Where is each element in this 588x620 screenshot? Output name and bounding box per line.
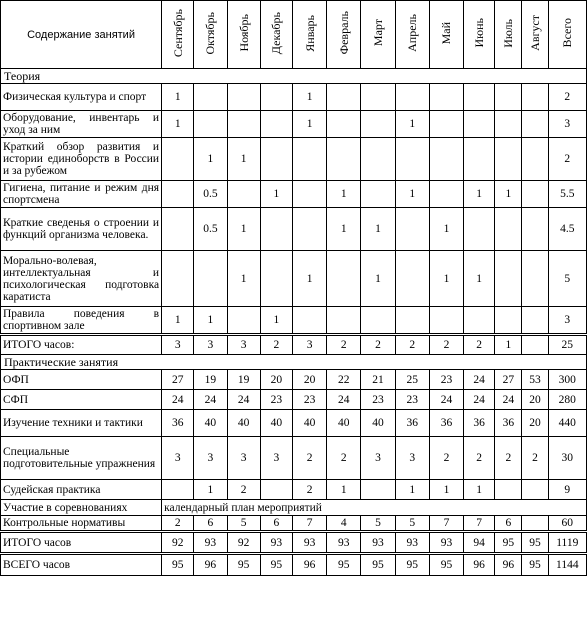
month-value: 5 — [395, 516, 429, 532]
row-label: Участие в соревнованиях — [1, 500, 162, 516]
month-value: 1 — [395, 480, 429, 500]
month-value — [327, 111, 361, 138]
month-value — [522, 111, 548, 138]
month-value: 2 — [292, 437, 326, 480]
month-value — [227, 111, 260, 138]
month-value: 23 — [429, 370, 463, 390]
month-value — [327, 251, 361, 307]
month-value: 1 — [260, 307, 292, 335]
month-value: 95 — [162, 554, 194, 576]
month-value: 7 — [292, 516, 326, 532]
practice-row — [1, 437, 587, 480]
month-value: 40 — [227, 410, 260, 437]
month-value: 1 — [292, 111, 326, 138]
month-value: 2 — [327, 437, 361, 480]
month-value — [522, 84, 548, 111]
month-value: 1 — [464, 181, 495, 208]
month-value: 22 — [327, 370, 361, 390]
month-value: 6 — [495, 516, 522, 532]
month-value — [361, 111, 395, 138]
month-value — [227, 181, 260, 208]
month-value: 2 — [260, 335, 292, 355]
month-value: 96 — [495, 554, 522, 576]
month-value — [260, 480, 292, 500]
row-total: 30 — [548, 437, 586, 480]
month-value: 95 — [327, 554, 361, 576]
month-value: 92 — [162, 532, 194, 554]
month-value: 20 — [292, 370, 326, 390]
month-value: 2 — [522, 437, 548, 480]
month-value: 3 — [260, 437, 292, 480]
month-value: 95 — [522, 532, 548, 554]
month-value — [395, 251, 429, 307]
month-value — [260, 208, 292, 251]
row-total: 4.5 — [548, 208, 586, 251]
month-value — [292, 181, 326, 208]
month-value: 93 — [292, 532, 326, 554]
month-value: 36 — [464, 410, 495, 437]
month-value: 94 — [464, 532, 495, 554]
row-label: ИТОГО часов: — [1, 335, 162, 355]
month-value — [327, 138, 361, 181]
month-value: 3 — [194, 335, 227, 355]
month-value: 20 — [522, 390, 548, 410]
month-value — [162, 208, 194, 251]
month-value — [522, 138, 548, 181]
month-value: 1 — [395, 111, 429, 138]
month-value: 40 — [194, 410, 227, 437]
month-value: 53 — [522, 370, 548, 390]
month-value: 1 — [194, 307, 227, 335]
month-value: 1 — [429, 251, 463, 307]
month-value: 3 — [227, 335, 260, 355]
month-value: 6 — [194, 516, 227, 532]
month-value — [395, 84, 429, 111]
month-value — [162, 138, 194, 181]
row-total: 1119 — [548, 532, 586, 554]
month-value: 96 — [194, 554, 227, 576]
month-value: 7 — [464, 516, 495, 532]
month-value — [194, 111, 227, 138]
month-header: Июль — [495, 1, 522, 69]
month-value: 96 — [292, 554, 326, 576]
practice-section-row — [1, 355, 587, 370]
row-label: Оборудование, инвентарь и уход за ним — [1, 111, 162, 138]
month-value — [429, 181, 463, 208]
month-value: 95 — [227, 554, 260, 576]
row-label: Гигиена, питание и режим дня спортсмена — [1, 181, 162, 208]
month-header: Июнь — [464, 1, 495, 69]
month-value: 93 — [429, 532, 463, 554]
month-value: 93 — [327, 532, 361, 554]
month-value — [464, 138, 495, 181]
month-value — [429, 307, 463, 335]
month-value — [260, 84, 292, 111]
row-label: ВСЕГО часов — [1, 554, 162, 576]
row-total: 300 — [548, 370, 586, 390]
row-total: 2 — [548, 138, 586, 181]
practice-row — [1, 370, 587, 390]
month-value: 1 — [361, 208, 395, 251]
month-value: 2 — [395, 335, 429, 355]
row-label: Специальные подготовительные упражнения — [1, 437, 162, 480]
month-value — [361, 84, 395, 111]
month-header: Ноябрь — [227, 1, 260, 69]
month-value: 23 — [260, 390, 292, 410]
month-value: 0.5 — [194, 181, 227, 208]
month-value: 1 — [327, 181, 361, 208]
month-value: 2 — [464, 437, 495, 480]
vsego-row — [1, 554, 587, 576]
month-value: 95 — [429, 554, 463, 576]
month-header: Декабрь — [260, 1, 292, 69]
month-value: 1 — [162, 307, 194, 335]
month-value: 1 — [227, 208, 260, 251]
month-value — [361, 480, 395, 500]
month-value — [162, 480, 194, 500]
practice-row — [1, 480, 587, 500]
month-value: 2 — [227, 480, 260, 500]
row-total: 1144 — [548, 554, 586, 576]
month-value: 1 — [464, 480, 495, 500]
month-value — [464, 208, 495, 251]
month-value — [292, 208, 326, 251]
month-value — [495, 480, 522, 500]
row-total: 2 — [548, 84, 586, 111]
month-value: 6 — [260, 516, 292, 532]
month-value: 1 — [227, 138, 260, 181]
month-value: 3 — [361, 437, 395, 480]
month-value — [361, 307, 395, 335]
theory-row — [1, 111, 587, 138]
month-value — [522, 251, 548, 307]
month-value: 2 — [429, 437, 463, 480]
row-total: 3 — [548, 307, 586, 335]
total-header: Всего — [548, 1, 586, 69]
month-value: 24 — [227, 390, 260, 410]
month-value — [260, 138, 292, 181]
month-value — [464, 307, 495, 335]
month-value — [361, 138, 395, 181]
month-value — [227, 84, 260, 111]
month-value — [260, 111, 292, 138]
practice-row — [1, 390, 587, 410]
month-value: 25 — [395, 370, 429, 390]
month-value: 24 — [194, 390, 227, 410]
month-value: 21 — [361, 370, 395, 390]
row-label: ИТОГО часов — [1, 532, 162, 554]
month-value: 23 — [395, 390, 429, 410]
month-value: 20 — [522, 410, 548, 437]
month-value: 4 — [327, 516, 361, 532]
month-header: Сентябрь — [162, 1, 194, 69]
control-row — [1, 516, 587, 532]
month-value: 93 — [194, 532, 227, 554]
row-total: 280 — [548, 390, 586, 410]
month-value: 93 — [395, 532, 429, 554]
theory-row — [1, 251, 587, 307]
month-value: 1 — [227, 251, 260, 307]
theory-row — [1, 307, 587, 335]
month-header: Август — [522, 1, 548, 69]
month-value — [464, 111, 495, 138]
month-value — [495, 84, 522, 111]
month-value: 36 — [395, 410, 429, 437]
month-value: 7 — [429, 516, 463, 532]
month-value: 1 — [495, 181, 522, 208]
month-value: 93 — [361, 532, 395, 554]
theory-section-row — [1, 69, 587, 84]
month-value — [395, 208, 429, 251]
month-value: 1 — [327, 480, 361, 500]
month-value: 3 — [292, 335, 326, 355]
itogo-row — [1, 532, 587, 554]
month-value — [495, 307, 522, 335]
month-value: 36 — [429, 410, 463, 437]
month-value — [227, 307, 260, 335]
month-value: 3 — [194, 437, 227, 480]
month-value: 2 — [162, 516, 194, 532]
month-value: 40 — [292, 410, 326, 437]
theory-total-row — [1, 335, 587, 355]
month-value — [429, 84, 463, 111]
month-value — [522, 181, 548, 208]
month-value: 2 — [464, 335, 495, 355]
month-value: 5 — [227, 516, 260, 532]
month-value: 23 — [361, 390, 395, 410]
month-value: 24 — [464, 370, 495, 390]
month-value: 1 — [495, 335, 522, 355]
month-value — [429, 111, 463, 138]
month-value — [292, 307, 326, 335]
month-value: 40 — [327, 410, 361, 437]
row-label: СФП — [1, 390, 162, 410]
month-header: Октябрь — [194, 1, 227, 69]
month-value: 96 — [464, 554, 495, 576]
month-value — [464, 84, 495, 111]
month-value: 1 — [292, 84, 326, 111]
row-label: Краткий обзор развития и истории единоборств в России и за рубежом — [1, 138, 162, 181]
month-value: 36 — [162, 410, 194, 437]
month-value: 95 — [361, 554, 395, 576]
month-value: 23 — [292, 390, 326, 410]
month-value: 1 — [162, 111, 194, 138]
row-label: Краткие сведенья о строении и функций организма человека. — [1, 208, 162, 251]
month-value: 36 — [495, 410, 522, 437]
month-value — [495, 111, 522, 138]
row-label: Физическая культура и спорт — [1, 84, 162, 111]
month-header: Февраль — [327, 1, 361, 69]
content-header: Содержание занятий — [1, 1, 162, 69]
theory-row — [1, 208, 587, 251]
month-value: 27 — [495, 370, 522, 390]
month-value — [361, 181, 395, 208]
month-value — [522, 480, 548, 500]
calendar-plan-text: календарный план мероприятий — [162, 500, 587, 516]
row-total: 440 — [548, 410, 586, 437]
month-value — [495, 208, 522, 251]
month-value: 1 — [395, 181, 429, 208]
month-value: 1 — [361, 251, 395, 307]
month-value: 3 — [227, 437, 260, 480]
month-value: 0.5 — [194, 208, 227, 251]
month-value: 1 — [464, 251, 495, 307]
row-label: Судейская практика — [1, 480, 162, 500]
month-value: 1 — [194, 138, 227, 181]
month-value: 92 — [227, 532, 260, 554]
month-value: 3 — [162, 437, 194, 480]
row-label: ОФП — [1, 370, 162, 390]
month-value: 2 — [495, 437, 522, 480]
month-value: 19 — [227, 370, 260, 390]
month-value: 3 — [162, 335, 194, 355]
month-value: 2 — [327, 335, 361, 355]
row-total: 60 — [548, 516, 586, 532]
month-value: 3 — [395, 437, 429, 480]
month-value: 1 — [162, 84, 194, 111]
theory-row — [1, 84, 587, 111]
row-label: Правила поведения в спортивном зале — [1, 307, 162, 335]
month-value: 24 — [162, 390, 194, 410]
month-value — [495, 251, 522, 307]
month-value — [522, 208, 548, 251]
month-value — [327, 307, 361, 335]
month-value — [194, 251, 227, 307]
month-header: Май — [429, 1, 463, 69]
month-header: Январь — [292, 1, 326, 69]
section-title: Практические занятия — [1, 355, 587, 370]
month-value: 2 — [292, 480, 326, 500]
month-value: 1 — [194, 480, 227, 500]
month-value: 2 — [429, 335, 463, 355]
month-value: 95 — [395, 554, 429, 576]
month-value — [194, 84, 227, 111]
row-label: Изучение техники и тактики — [1, 410, 162, 437]
month-value: 20 — [260, 370, 292, 390]
month-value — [260, 251, 292, 307]
month-value — [522, 307, 548, 335]
month-value: 1 — [429, 208, 463, 251]
practice-row — [1, 410, 587, 437]
row-label: Контрольные нормативы — [1, 516, 162, 532]
month-value: 40 — [260, 410, 292, 437]
month-value — [495, 138, 522, 181]
month-value — [162, 181, 194, 208]
theory-row — [1, 138, 587, 181]
month-header: Март — [361, 1, 395, 69]
month-header: Апрель — [395, 1, 429, 69]
row-total: 3 — [548, 111, 586, 138]
month-value — [162, 251, 194, 307]
month-value: 27 — [162, 370, 194, 390]
month-value: 2 — [361, 335, 395, 355]
theory-row — [1, 181, 587, 208]
month-value: 93 — [260, 532, 292, 554]
row-label: Морально-волевая, интеллектуальная и психологическая подготовка каратиста — [1, 251, 162, 307]
month-value — [327, 84, 361, 111]
month-value: 24 — [327, 390, 361, 410]
row-total: 9 — [548, 480, 586, 500]
month-value: 24 — [464, 390, 495, 410]
month-value: 5 — [361, 516, 395, 532]
month-value — [292, 138, 326, 181]
row-total: 25 — [548, 335, 586, 355]
competitions-row — [1, 500, 587, 516]
section-title: Теория — [1, 69, 587, 84]
month-value — [395, 307, 429, 335]
month-value — [522, 516, 548, 532]
month-value: 1 — [327, 208, 361, 251]
row-total: 5 — [548, 251, 586, 307]
month-value: 40 — [361, 410, 395, 437]
month-value: 19 — [194, 370, 227, 390]
month-value: 1 — [429, 480, 463, 500]
month-value — [395, 138, 429, 181]
month-value: 95 — [495, 532, 522, 554]
month-value: 95 — [522, 554, 548, 576]
month-value: 95 — [260, 554, 292, 576]
month-value — [522, 335, 548, 355]
month-value: 24 — [495, 390, 522, 410]
month-value: 1 — [260, 181, 292, 208]
row-total: 5.5 — [548, 181, 586, 208]
month-value: 1 — [292, 251, 326, 307]
month-value: 24 — [429, 390, 463, 410]
month-value — [429, 138, 463, 181]
